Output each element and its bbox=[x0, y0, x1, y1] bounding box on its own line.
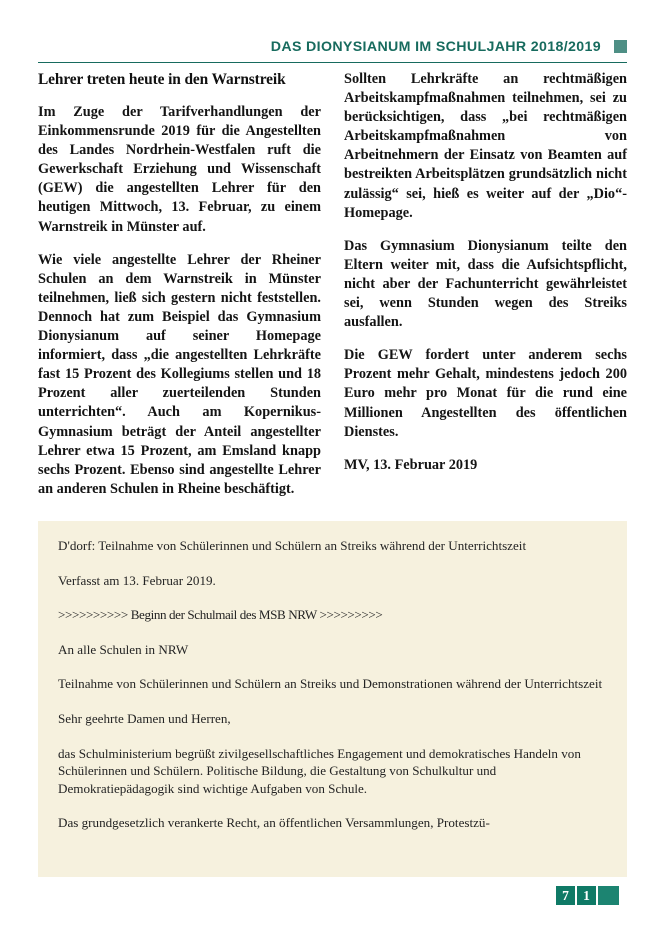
quoted-mail-box bbox=[38, 521, 627, 877]
header-divider-rule bbox=[38, 62, 627, 63]
article-column-left bbox=[38, 70, 321, 499]
quote-paragraph: An alle Schulen in NRW bbox=[58, 641, 189, 657]
running-head bbox=[38, 38, 627, 64]
page-number-folio bbox=[556, 886, 619, 905]
header-square-icon bbox=[614, 40, 627, 53]
article-paragraph: Sollten Lehrkräfte an rechtmäßigen Arbeitskampfmaßnahmen teilnehmen, sei zu berücksichtigen, dass „bei rechtmäßigen Arbeitskampfmaßnahmen von Arbeitnehmern der Einsatz von Beamten auf bestreikten Arbeitsplätzen grundsätzlich nicht zulässig“ sei, hieß es weiter auf der „Dio“-Homepage. bbox=[344, 71, 627, 221]
quote-paragraph-separator: >>>>>>>>>> Beginn der Schulmail des MSB NRW >>>>>>>>> bbox=[58, 607, 383, 623]
quote-paragraph: Teilnahme von Schülerinnen und Schülern an Streiks und Demonstrationen während der Unterrichtszeit bbox=[58, 676, 603, 692]
article-paragraph: Das Gymnasium Dionysianum teilte den Eltern weiter mit, dass die Aufsichtspflicht, nicht aber der Fachunterricht gewährleistet sei, wenn Stunden wegen des Streiks ausfallen. bbox=[344, 237, 627, 331]
folio-square-icon bbox=[598, 886, 619, 905]
quote-paragraph: Sehr geehrte Damen und Herren, bbox=[58, 710, 231, 726]
article-headline: Lehrer treten heute in den Warnstreik bbox=[38, 71, 286, 88]
quote-paragraph: Verfasst am 13. Februar 2019. bbox=[58, 572, 216, 588]
article-byline: MV, 13. Februar 2019 bbox=[344, 456, 478, 473]
running-head-title: DAS DIONYSIANUM IM SCHULJAHR 2018/2019 bbox=[270, 39, 601, 55]
quote-paragraph: Das grundgesetzlich verankerte Recht, an öffentlichen Versammlungen, Protestzü- bbox=[58, 815, 490, 831]
article-paragraph: Im Zuge der Tarifverhandlungen der Einkommensrunde 2019 für die Angestellten des Landes Nordrhein-Westfalen ruft die Gewerkschaft Erziehung und Wissenschaft (GEW) die angestellten Lehrer für den heutigen Mittwoch, 13. Februar, zu einem Warnstreik in Münster auf. bbox=[38, 104, 321, 235]
article-paragraph: Wie viele angestellte Lehrer der Rheiner Schulen an dem Warnstreik in Münster teilnehmen, ließ sich gestern nicht feststellen. Dennoch hat zum Beispiel das Gymnasium Dionysianum auf seiner Homepage informiert, dass „die angestellten Lehrkräfte fast 15 Prozent des Kollegiums stellen und 18 Prozent aller zuerteilenden Stunden unterrichten“. Auch am Kopernikus-Gymnasium beträgt der Anteil angestellter Lehrer etwa 15 Prozent, am Emsland knapp sechs Prozent. Ebenso sind angestellte Lehrer an anderen Schulen in Rheine beschäftigt. bbox=[38, 251, 321, 497]
page-number-digit: 7 bbox=[556, 886, 575, 905]
article-paragraph: Die GEW fordert unter anderem sechs Prozent mehr Gehalt, mindestens jedoch 200 Euro mehr pro Monat für die rund eine Millionen Angestellten des öffentlichen Dienstes. bbox=[344, 347, 627, 440]
page-number-digit: 1 bbox=[577, 886, 596, 905]
quote-paragraph: D'dorf: Teilnahme von Schülerinnen und Schülern an Streiks während der Unterrichtszeit bbox=[58, 538, 527, 553]
article-column-right bbox=[344, 70, 627, 475]
quote-paragraph: das Schulministerium begrüßt zivilgesellschaftliches Engagement und demokratisches Handeln von Schülerinnen und Schülern. Politische Bildung, die Gestaltung von Schulkultur und Demokratiepädagogik sind wichtige Aufgaben von Schule. bbox=[58, 745, 581, 796]
